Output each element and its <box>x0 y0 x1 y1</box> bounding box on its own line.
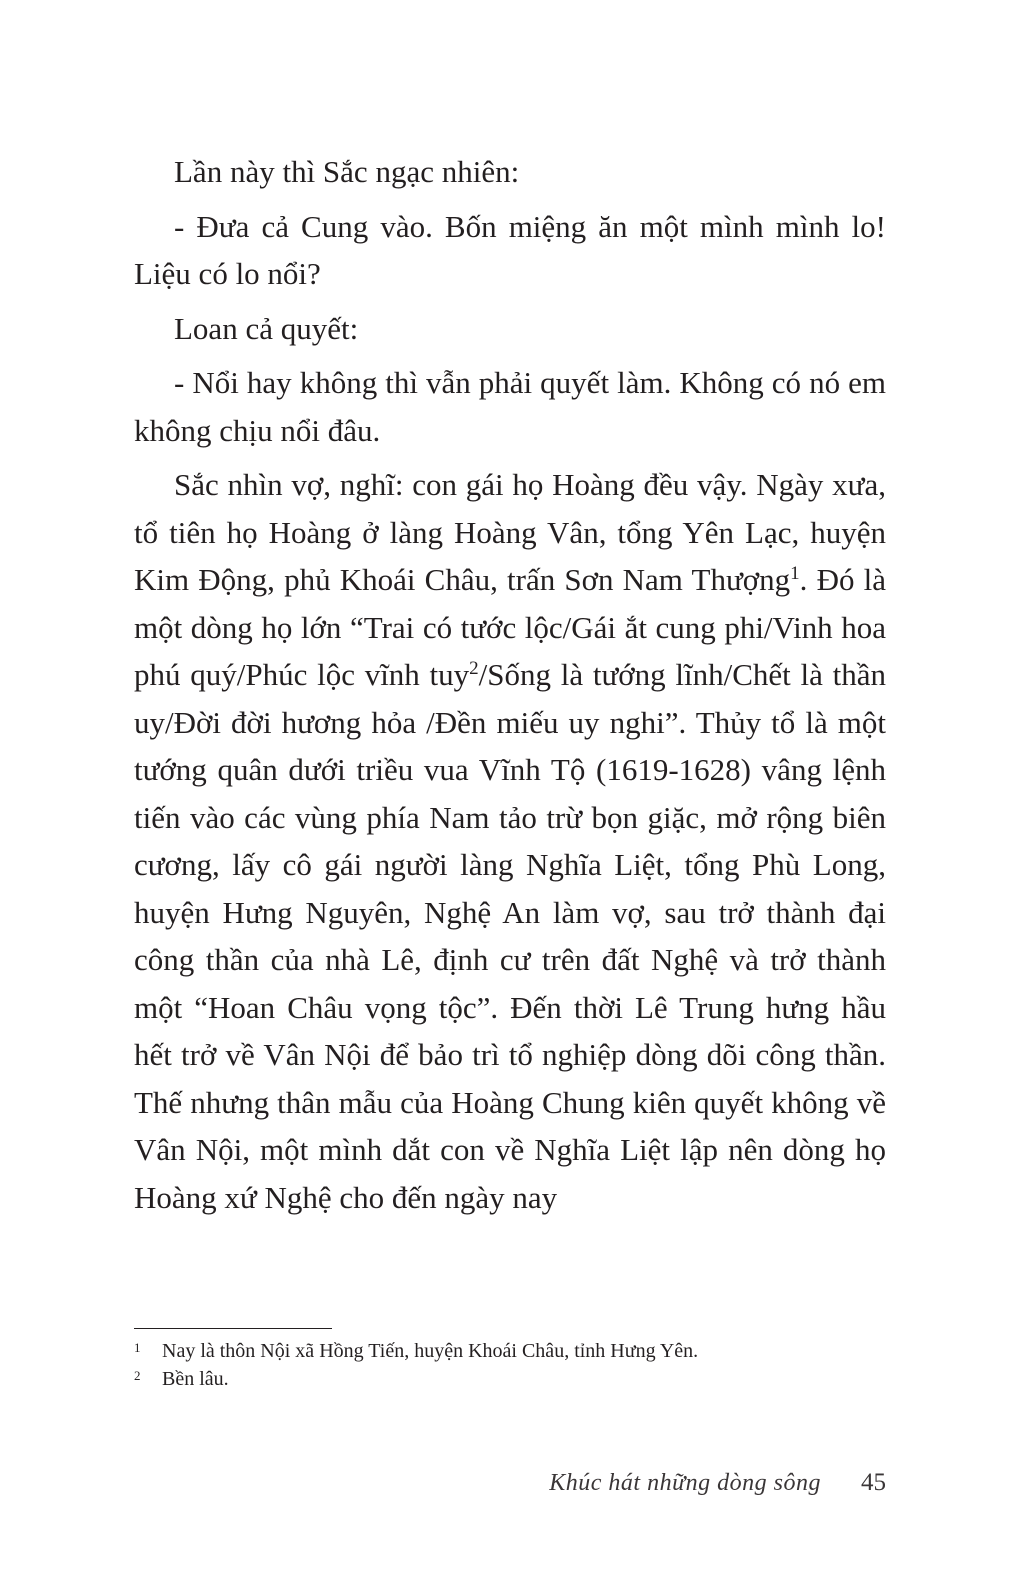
footnote <box>134 1337 886 1365</box>
paragraph: - Nổi hay không thì vẫn phải quyết làm. Không có nó em không chịu nổi đâu. <box>134 365 886 448</box>
paragraph-text: . Đó là một dòng họ lớn “Trai có tước lộc/Gái ắt cung phi/Vinh hoa phú quý/Phúc lộc vĩnh tuy <box>134 562 886 692</box>
paragraph-text: /Sống là tướng lĩnh/Chết là thần uy/Đời đời hương hỏa /Đền miếu uy nghi”. Thủy tổ là một tướng quân dưới triều vua Vĩnh Tộ (1619-1628) vâng lệnh tiến vào các vùng phía Nam tảo trừ bọn giặc, mở rộng biên cương, lấy cô gái người làng Nghĩa Liệt, tổng Phù Long, huyện Hưng Nguyên, Nghệ An làm vợ, sau trở thành đại công thần của nhà Lê, định cư trên đất Nghệ và trở thành một “Hoan Châu vọng tộc”. Đến thời Lê Trung hưng hầu hết trở về Vân Nội để bảo trì tổ nghiệp dòng dõi công thần. Thế nhưng thân mẫu của Hoàng Chung kiên quyết không về Vân Nội, một mình dắt con về Nghĩa Liệt lập nên dòng họ Hoàng xứ Nghệ cho đến ngày nay <box>134 657 886 1215</box>
body-text <box>134 148 886 1221</box>
page-number: 45 <box>861 1469 886 1496</box>
footnote-text: Bền lâu. <box>162 1368 229 1390</box>
footnote <box>134 1365 886 1393</box>
book-title: Khúc hát những dòng sông <box>549 1470 821 1496</box>
footnote-text: Nay là thôn Nội xã Hồng Tiến, huyện Khoái Châu, tỉnh Hưng Yên. <box>162 1340 699 1362</box>
paragraph: Loan cả quyết: <box>174 310 359 346</box>
footnotes <box>134 1337 886 1393</box>
footnote-ref-1: 1 <box>790 563 800 584</box>
footnote-ref-2: 2 <box>469 658 479 679</box>
paragraph: Lần này thì Sắc ngạc nhiên: <box>174 154 520 189</box>
paragraph-main <box>134 461 886 1221</box>
footnote-divider <box>134 1328 332 1329</box>
running-footer <box>549 1469 886 1497</box>
footnote-number: 1 <box>134 1340 141 1355</box>
footnote-number: 2 <box>134 1368 141 1383</box>
paragraph: - Đưa cả Cung vào. Bốn miệng ăn một mình mình lo! Liệu có lo nổi? <box>134 208 886 291</box>
paragraph-text: Sắc nhìn vợ, nghĩ: con gái họ Hoàng đều vậy. Ngày xưa, tổ tiên họ Hoàng ở làng Hoàng Vân, tổng Yên Lạc, huyện Kim Động, phủ Khoái Châu, trấn Sơn Nam Thượng <box>134 467 886 597</box>
